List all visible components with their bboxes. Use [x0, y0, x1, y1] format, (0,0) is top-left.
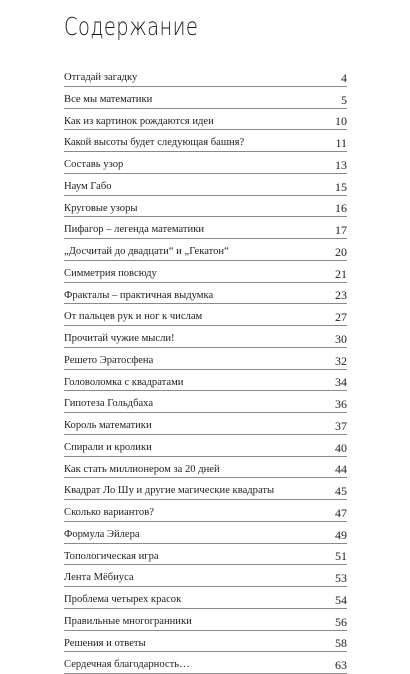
- toc-row[interactable]: [64, 609, 347, 631]
- toc-row[interactable]: [64, 326, 347, 348]
- toc-page-number: 63: [335, 658, 347, 672]
- toc-page-number: 47: [335, 505, 347, 520]
- toc-row[interactable]: [64, 152, 347, 174]
- toc-entry-label: „Досчитай до двадцати“ и „Гекатон“: [64, 246, 229, 258]
- toc-page-number: 34: [335, 375, 347, 390]
- toc-page-number: 51: [335, 549, 347, 564]
- toc-page-number: 56: [335, 614, 347, 629]
- toc-row[interactable]: [64, 457, 347, 479]
- toc-page-number: 27: [335, 310, 347, 324]
- toc-entry-label: Проблема четырех красок: [64, 594, 182, 606]
- toc-row[interactable]: [64, 565, 347, 587]
- toc-row[interactable]: [64, 652, 347, 674]
- toc-entry-label: Топологическая игра: [64, 550, 159, 562]
- toc-page-number: 58: [335, 636, 347, 651]
- toc-entry-label: Симметрия повсюду: [64, 267, 157, 279]
- page-title: Содержание: [64, 12, 199, 41]
- toc-entry-label: Лента Мёбиуса: [64, 572, 134, 584]
- toc-row[interactable]: [64, 87, 347, 109]
- toc-row[interactable]: [64, 413, 347, 435]
- toc-page-number: 30: [335, 331, 347, 346]
- toc-entry-label: Наум Габо: [64, 180, 112, 192]
- toc-entry-label: Сердечная благодарность…: [64, 659, 190, 671]
- toc-entry-label: Какой высоты будет следующая башня?: [64, 137, 245, 149]
- toc-row[interactable]: [64, 109, 347, 131]
- toc-page-number: 53: [335, 571, 347, 585]
- toc-page-number: 4: [341, 70, 347, 85]
- toc-row[interactable]: [64, 261, 347, 283]
- toc-entry-label: Как из картинок рождаются идеи: [64, 115, 214, 127]
- toc-row[interactable]: [64, 304, 347, 326]
- toc-page-number: 40: [335, 440, 347, 455]
- toc-entry-label: Как стать миллионером за 20 дней: [64, 463, 220, 475]
- toc-row[interactable]: [64, 65, 347, 87]
- toc-row[interactable]: [64, 130, 347, 152]
- table-of-contents: [64, 65, 347, 674]
- toc-page-number: 20: [335, 244, 347, 259]
- toc-entry-label: Сколько вариантов?: [64, 507, 154, 519]
- toc-page-number: 10: [335, 114, 347, 129]
- toc-page-number: 44: [335, 462, 347, 477]
- toc-row[interactable]: [64, 239, 347, 261]
- toc-page-number: 13: [335, 157, 347, 172]
- toc-entry-label: Гипотеза Гольдбаха: [64, 398, 154, 410]
- toc-page-number: 15: [335, 179, 347, 194]
- toc-page-number: 37: [335, 418, 347, 433]
- toc-row[interactable]: [64, 217, 347, 239]
- toc-page-number: 21: [335, 266, 347, 281]
- toc-row[interactable]: [64, 348, 347, 370]
- toc-row[interactable]: [64, 370, 347, 392]
- toc-page-number: 23: [335, 288, 347, 303]
- toc-row[interactable]: [64, 196, 347, 218]
- toc-page-number: 36: [335, 397, 347, 411]
- toc-row[interactable]: [64, 478, 347, 500]
- toc-entry-label: Фракталы – практичная выдумка: [64, 289, 214, 301]
- toc-page-number: 49: [335, 527, 347, 542]
- toc-row[interactable]: [64, 391, 347, 413]
- toc-row[interactable]: [64, 435, 347, 457]
- toc-page-number: 45: [335, 484, 347, 498]
- toc-row[interactable]: [64, 283, 347, 305]
- toc-row[interactable]: [64, 631, 347, 653]
- toc-entry-label: Король математики: [64, 420, 152, 432]
- toc-entry-label: От пальцев рук и ног к числам: [64, 311, 203, 323]
- toc-entry-label: Правильные многогранники: [64, 615, 192, 627]
- toc-entry-label: Решения и ответы: [64, 637, 146, 649]
- toc-entry-label: Отгадай загадку: [64, 72, 138, 84]
- toc-page-number: 17: [335, 223, 347, 237]
- toc-entry-label: Формула Эйлера: [64, 528, 140, 540]
- toc-entry-label: Круговые узоры: [64, 202, 138, 214]
- toc-entry-label: Квадрат Ло Шу и другие магические квадраты: [64, 485, 275, 497]
- toc-page-number: 11: [335, 136, 347, 150]
- toc-row[interactable]: [64, 522, 347, 544]
- toc-entry-label: Все мы математики: [64, 93, 153, 105]
- toc-row[interactable]: [64, 587, 347, 609]
- toc-entry-label: Спирали и кролики: [64, 441, 152, 453]
- toc-entry-label: Головоломка с квадратами: [64, 376, 184, 388]
- toc-row[interactable]: [64, 544, 347, 566]
- toc-page-number: 16: [335, 201, 347, 216]
- toc-page-number: 54: [335, 592, 347, 607]
- toc-row[interactable]: [64, 174, 347, 196]
- toc-entry-label: Составь узор: [64, 159, 124, 171]
- toc-page-number: 32: [335, 353, 347, 368]
- toc-page-number: 5: [341, 92, 347, 107]
- toc-row[interactable]: [64, 500, 347, 522]
- toc-entry-label: Решето Эратосфена: [64, 354, 154, 366]
- toc-entry-label: Пифагор – легенда математики: [64, 224, 205, 236]
- toc-entry-label: Прочитай чужие мысли!: [64, 333, 175, 345]
